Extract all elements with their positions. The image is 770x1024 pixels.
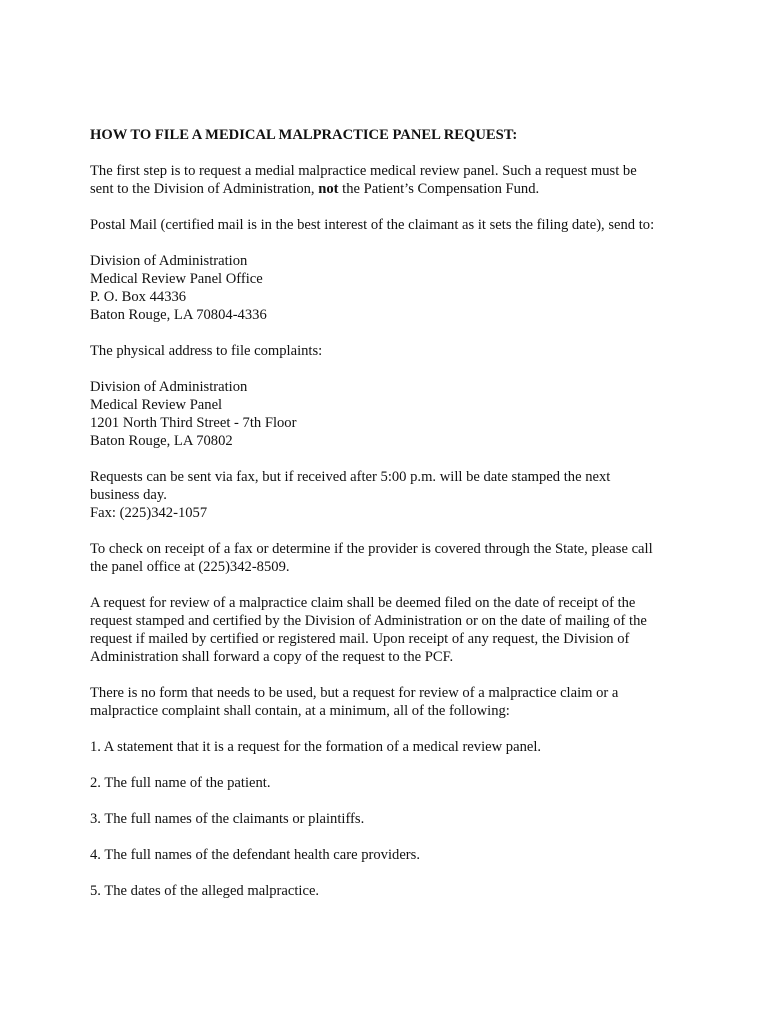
physical-address-intro-text: The physical address to file complaints: xyxy=(90,343,323,359)
requirements-intro-paragraph xyxy=(90,684,690,720)
physical-address-line: Division of Administration xyxy=(90,379,248,395)
mailing-address-line: Division of Administration xyxy=(90,253,248,269)
intro-line-2 xyxy=(90,180,690,198)
filing-rule-line: request stamped and certified by the Division of Administration or on the date of mailing of the xyxy=(90,613,647,629)
document-title: HOW TO FILE A MEDICAL MALPRACTICE PANEL REQUEST: xyxy=(90,127,518,143)
intro-line-2-suffix: the Patient’s Compensation Fund. xyxy=(338,181,540,197)
physical-address-line: Medical Review Panel xyxy=(90,397,223,413)
intro-line-1: The first step is to request a medial malpractice medical review panel. Such a request must be xyxy=(90,163,637,179)
check-receipt-line: To check on receipt of a fax or determine if the provider is covered through the State, please call xyxy=(90,541,653,557)
filing-rule-line: A request for review of a malpractice claim shall be deemed filed on the date of receipt of the xyxy=(90,595,636,611)
check-receipt-line: the panel office at (225)342-8509. xyxy=(90,559,290,575)
document-page xyxy=(90,126,690,918)
physical-address-line: 1201 North Third Street - 7th Floor xyxy=(90,415,297,431)
postal-mail-paragraph xyxy=(90,216,690,234)
fax-info-paragraph xyxy=(90,468,690,522)
fax-number: Fax: (225)342-1057 xyxy=(90,505,208,521)
requirement-item: 5. The dates of the alleged malpractice. xyxy=(90,883,320,899)
check-receipt-paragraph xyxy=(90,540,690,576)
requirement-item: 2. The full name of the patient. xyxy=(90,775,271,791)
mailing-address-line: Medical Review Panel Office xyxy=(90,271,263,287)
requirements-intro-line: There is no form that needs to be used, but a request for review of a malpractice claim or a xyxy=(90,685,619,701)
mailing-address-block xyxy=(90,252,690,324)
requirement-item: 4. The full names of the defendant health care providers. xyxy=(90,847,420,863)
requirement-item: 3. The full names of the claimants or plaintiffs. xyxy=(90,811,365,827)
mailing-address-line: P. O. Box 44336 xyxy=(90,289,187,305)
fax-info-line: business day. xyxy=(90,487,167,503)
physical-address-block xyxy=(90,378,690,450)
physical-address-intro xyxy=(90,342,690,360)
intro-emphasis-not: not xyxy=(318,181,339,197)
filing-rule-paragraph xyxy=(90,594,690,666)
filing-rule-line: Administration shall forward a copy of the request to the PCF. xyxy=(90,649,454,665)
physical-address-line: Baton Rouge, LA 70802 xyxy=(90,433,233,449)
requirements-intro-line: malpractice complaint shall contain, at a minimum, all of the following: xyxy=(90,703,510,719)
intro-paragraph xyxy=(90,162,690,198)
mailing-address-line: Baton Rouge, LA 70804-4336 xyxy=(90,307,267,323)
fax-info-line: Requests can be sent via fax, but if received after 5:00 p.m. will be date stamped the next xyxy=(90,469,611,485)
requirement-item: 1. A statement that it is a request for the formation of a medical review panel. xyxy=(90,739,542,755)
postal-mail-text: Postal Mail (certified mail is in the best interest of the claimant as it sets the filing date), send to: xyxy=(90,217,655,233)
requirements-list xyxy=(90,738,690,900)
intro-line-2-prefix: sent to the Division of Administration, xyxy=(90,181,319,197)
filing-rule-line: request if mailed by certified or registered mail. Upon receipt of any request, the Division of xyxy=(90,631,630,647)
